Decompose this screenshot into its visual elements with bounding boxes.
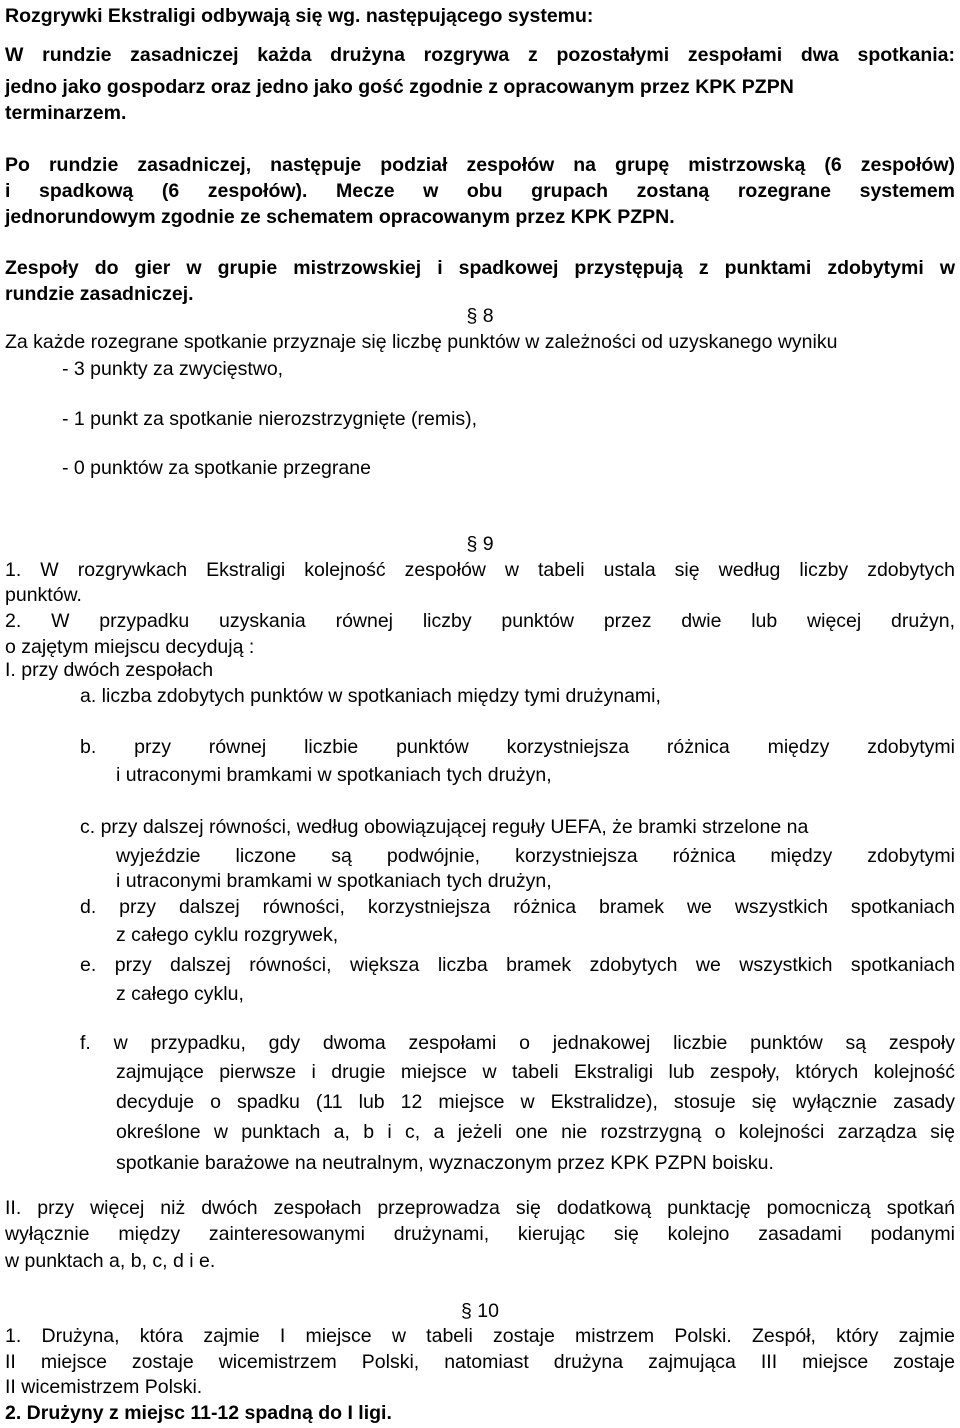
s10-p2: 2. Drużyny z miejsc 11-12 spadną do I ligi. (5, 1402, 392, 1424)
s9-p1-line-2: punktów. (5, 584, 82, 606)
para2-line-1: Po rundzie zasadniczej, następuje podział zespołów na grupę mistrzowską (6 zespołów) (5, 154, 955, 176)
s9-item-c-line-2: wyjeździe liczone są podwójnie, korzystniejsza różnica między zdobytymi (116, 845, 955, 867)
para3-line-2: rundzie zasadniczej. (5, 283, 194, 305)
s9-item-e-line-1: e. przy dalszej równości, większa liczba bramek zdobytych we wszystkich spotkaniach (80, 954, 955, 976)
section-8-heading: § 8 (466, 305, 494, 327)
s9-roman-2-line-3: w punktach a, b, c, d i e. (5, 1250, 216, 1272)
para1-line-2: jedno jako gospodarz oraz jedno jako gość zgodnie z opracowanym przez KPK PZPN (5, 76, 794, 98)
s9-item-e-line-2: z całego cyklu, (116, 983, 244, 1005)
para1-line-1: W rundzie zasadniczej każda drużyna rozgrywa z pozostałymi zespołami dwa spotkania: (5, 44, 955, 66)
para3-line-1: Zespoły do gier w grupie mistrzowskiej i spadkowej przystępują z punktami zdobytymi w (5, 257, 955, 279)
s9-item-f-line-5: spotkanie barażowe na neutralnym, wyznaczonym przez KPK PZPN boisku. (116, 1152, 774, 1174)
s9-p1-line-1: 1. W rozgrywkach Ekstraligi kolejność zespołów w tabeli ustala się według liczby zdobytych (5, 559, 955, 581)
s10-p1-line-2: II miejsce zostaje wicemistrzem Polski, natomiast drużyna zajmująca III miejsce zostaje (5, 1351, 955, 1373)
points-item-loss: - 0 punktów za spotkanie przegrane (62, 457, 371, 479)
section-8-intro: Za każde rozegrane spotkanie przyznaje się liczbę punktów w zależności od uzyskanego wyniku (5, 331, 838, 353)
s9-item-f-line-1: f. w przypadku, gdy dwoma zespołami o jednakowej liczbie punktów są zespoły (80, 1032, 955, 1054)
s9-roman-2-line-2: wyłącznie między zainteresowanymi drużynami, kierując się kolejno zasadami podanymi (5, 1223, 955, 1245)
para1-line-3: terminarzem. (5, 102, 127, 124)
s9-item-c-line-1: c. przy dalszej równości, według obowiązującej reguły UEFA, że bramki strzelone na (80, 816, 809, 838)
s9-item-d-line-2: z całego cyklu rozgrywek, (116, 924, 339, 946)
points-item-win: - 3 punkty za zwycięstwo, (62, 358, 284, 380)
s9-roman-1: I. przy dwóch zespołach (5, 659, 214, 681)
intro-line: Rozgrywki Ekstraligi odbywają się wg. następującego systemu: (5, 5, 594, 27)
s9-p2-line-1: 2. W przypadku uzyskania równej liczby punktów przez dwie lub więcej drużyn, (5, 610, 955, 632)
s9-item-c-line-3: i utraconymi bramkami w spotkaniach tych drużyn, (116, 870, 552, 892)
para2-line-3: jednorundowym zgodnie ze schematem opracowanym przez KPK PZPN. (5, 206, 675, 228)
points-item-draw: - 1 punkt za spotkanie nierozstrzygnięte (remis), (62, 408, 478, 430)
s9-item-d-line-1: d. przy dalszej równości, korzystniejsza różnica bramek we wszystkich spotkaniach (80, 896, 955, 918)
section-9-heading: § 9 (466, 533, 494, 555)
s9-roman-2-line-1: II. przy więcej niż dwóch zespołach przeprowadza się dodatkową punktację pomocniczą spotkań (5, 1197, 955, 1219)
s9-item-b-line-2: i utraconymi bramkami w spotkaniach tych drużyn, (116, 764, 552, 786)
s10-p1-line-1: 1. Drużyna, która zajmie I miejsce w tabeli zostaje mistrzem Polski. Zespół, który zajmie (5, 1325, 955, 1347)
s9-item-f-line-4: określone w punktach a, b i c, a jeżeli one nie rozstrzygną o kolejności zarządza się (116, 1121, 955, 1143)
s10-p1-line-3: II wicemistrzem Polski. (5, 1376, 203, 1398)
s9-p2-line-2: o zajętym miejscu decydują : (5, 636, 255, 658)
s9-item-f-line-3: decyduje o spadku (11 lub 12 miejsce w Ekstralidze), stosuje się wyłącznie zasady (116, 1091, 955, 1113)
s9-item-a: a. liczba zdobytych punktów w spotkaniach między tymi drużynami, (80, 685, 661, 707)
section-10-heading: § 10 (461, 1300, 499, 1322)
s9-item-b-line-1: b. przy równej liczbie punktów korzystniejsza różnica między zdobytymi (80, 736, 955, 758)
s9-item-f-line-2: zajmujące pierwsze i drugie miejsce w tabeli Ekstraligi lub zespoły, których kolejność (116, 1061, 955, 1083)
para2-line-2: i spadkową (6 zespołów). Mecze w obu grupach zostaną rozegrane systemem (5, 180, 955, 202)
